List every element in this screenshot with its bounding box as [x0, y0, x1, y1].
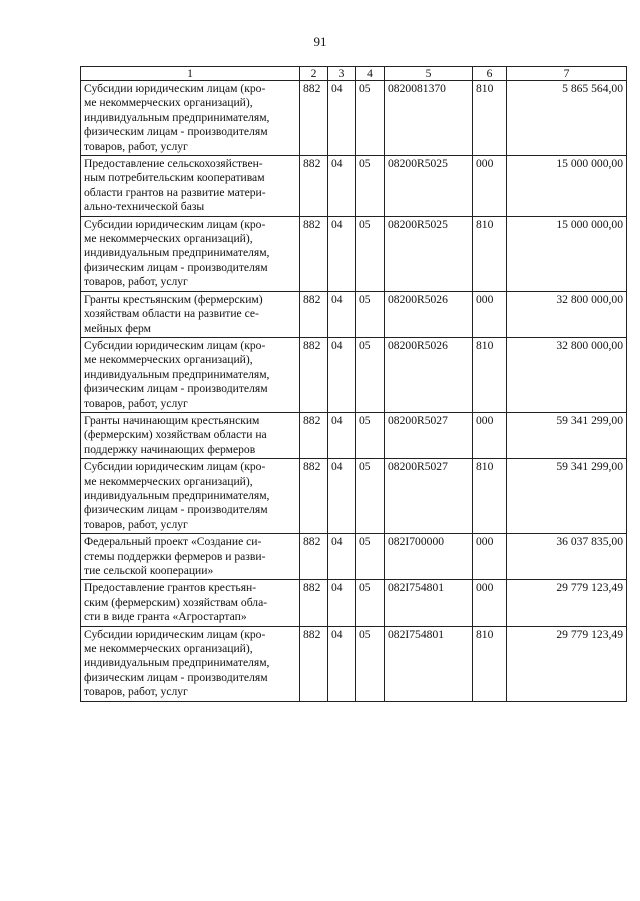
- row-amount-cell: 32 800 000,00: [507, 337, 627, 412]
- column-header-5: 5: [385, 67, 473, 81]
- row-code-4-cell: 05: [356, 412, 385, 458]
- column-header-4: 4: [356, 67, 385, 81]
- row-code-5-cell: 08200R5026: [385, 337, 473, 412]
- row-amount-cell: 59 341 299,00: [507, 412, 627, 458]
- column-header-6: 6: [473, 67, 507, 81]
- row-code-4-cell: 05: [356, 291, 385, 337]
- row-code-2-cell: 882: [300, 580, 328, 626]
- row-code-5-cell: 082I754801: [385, 580, 473, 626]
- row-code-5-cell: 082I700000: [385, 534, 473, 580]
- row-amount-cell: 15 000 000,00: [507, 216, 627, 291]
- row-code-5-cell: 08200R5025: [385, 216, 473, 291]
- row-name-cell: [81, 291, 300, 337]
- table-body: [81, 81, 627, 702]
- row-name-line: (фермерским) хозяйствам области на: [84, 428, 267, 442]
- row-name-line: физическим лицам - производителям: [84, 382, 268, 396]
- row-name-line: Субсидии юридическим лицам (кро-: [84, 338, 266, 352]
- row-code-6-cell: 810: [473, 81, 507, 156]
- row-code-3-cell: 04: [328, 459, 356, 534]
- row-code-2-cell: 882: [300, 337, 328, 412]
- row-code-5-cell: 08200R5025: [385, 156, 473, 217]
- table-row: [81, 412, 627, 458]
- page-number: 91: [313, 34, 327, 49]
- row-code-5-cell: 0820081370: [385, 81, 473, 156]
- budget-table: [80, 66, 627, 702]
- row-name-line: Субсидии юридическим лицам (кро-: [84, 627, 266, 641]
- row-name-line: поддержку начинающих фермеров: [84, 442, 256, 456]
- table-row: [81, 626, 627, 701]
- row-name-line: индивидуальным предпринимателям,: [84, 110, 270, 124]
- row-code-4-cell: 05: [356, 626, 385, 701]
- row-amount-cell: 36 037 835,00: [507, 534, 627, 580]
- column-header-1: 1: [81, 67, 300, 81]
- row-amount-cell: 29 779 123,49: [507, 580, 627, 626]
- table-row: [81, 81, 627, 156]
- column-header-3: 3: [328, 67, 356, 81]
- row-code-2-cell: 882: [300, 291, 328, 337]
- row-name-line: Гранты начинающим крестьянским: [84, 413, 260, 427]
- row-name-line: индивидуальным предпринимателям,: [84, 656, 270, 670]
- row-code-3-cell: 04: [328, 156, 356, 217]
- row-code-5-cell: 08200R5026: [385, 291, 473, 337]
- row-code-2-cell: 882: [300, 626, 328, 701]
- row-code-5-cell: 082I754801: [385, 626, 473, 701]
- row-code-3-cell: 04: [328, 291, 356, 337]
- row-code-3-cell: 04: [328, 534, 356, 580]
- row-code-6-cell: 000: [473, 534, 507, 580]
- row-name-line: индивидуальным предпринимателям,: [84, 367, 270, 381]
- row-name-line: ным потребительским кооперативам: [84, 171, 265, 185]
- row-name-cell: [81, 459, 300, 534]
- row-name-line: товаров, работ, услуг: [84, 517, 188, 531]
- table-row: [81, 580, 627, 626]
- row-name-cell: [81, 81, 300, 156]
- row-name-line: физическим лицам - производителям: [84, 670, 268, 684]
- row-code-4-cell: 05: [356, 156, 385, 217]
- row-name-line: ским (фермерским) хозяйствам обла-: [84, 595, 268, 609]
- column-header-2: 2: [300, 67, 328, 81]
- row-code-6-cell: 810: [473, 337, 507, 412]
- row-name-line: тие сельской кооперации»: [84, 564, 214, 577]
- row-name-cell: [81, 534, 300, 580]
- table-row: [81, 291, 627, 337]
- row-amount-cell: 59 341 299,00: [507, 459, 627, 534]
- row-code-6-cell: 810: [473, 626, 507, 701]
- row-name-line: ме некоммерческих организаций),: [84, 474, 253, 488]
- row-name-line: товаров, работ, услуг: [84, 275, 188, 289]
- row-name-line: индивидуальным предпринимателям,: [84, 246, 270, 260]
- row-name-cell: [81, 156, 300, 217]
- row-code-6-cell: 000: [473, 291, 507, 337]
- row-code-2-cell: 882: [300, 156, 328, 217]
- column-header-7: 7: [507, 67, 627, 81]
- row-name-line: ме некоммерческих организаций),: [84, 96, 253, 110]
- row-code-5-cell: 08200R5027: [385, 412, 473, 458]
- row-name-line: ально-технической базы: [84, 200, 205, 214]
- row-code-2-cell: 882: [300, 412, 328, 458]
- row-code-3-cell: 04: [328, 216, 356, 291]
- row-name-line: Предоставление грантов крестьян-: [84, 581, 257, 595]
- row-code-5-cell: 08200R5027: [385, 459, 473, 534]
- table-row: [81, 156, 627, 217]
- row-amount-cell: 15 000 000,00: [507, 156, 627, 217]
- row-name-line: индивидуальным предпринимателям,: [84, 488, 270, 502]
- row-name-line: Гранты крестьянским (фермерским): [84, 292, 263, 306]
- row-code-2-cell: 882: [300, 81, 328, 156]
- row-code-2-cell: 882: [300, 216, 328, 291]
- row-name-line: физическим лицам - производителям: [84, 260, 268, 274]
- table-row: [81, 459, 627, 534]
- row-name-line: мейных ферм: [84, 321, 151, 335]
- row-name-cell: [81, 412, 300, 458]
- row-code-4-cell: 05: [356, 459, 385, 534]
- row-name-cell: [81, 216, 300, 291]
- row-code-3-cell: 04: [328, 81, 356, 156]
- row-name-line: Субсидии юридическим лицам (кро-: [84, 82, 266, 95]
- table-row: [81, 337, 627, 412]
- row-name-line: Субсидии юридическим лицам (кро-: [84, 217, 266, 231]
- table-row: [81, 534, 627, 580]
- row-amount-cell: 32 800 000,00: [507, 291, 627, 337]
- row-code-3-cell: 04: [328, 337, 356, 412]
- table-row: [81, 216, 627, 291]
- row-name-line: физическим лицам - производителям: [84, 503, 268, 517]
- row-name-line: стемы поддержки фермеров и разви-: [84, 549, 266, 563]
- row-name-line: сти в виде гранта «Агростартап»: [84, 610, 247, 624]
- row-name-line: физическим лицам - производителям: [84, 125, 268, 139]
- row-name-cell: [81, 626, 300, 701]
- row-code-2-cell: 882: [300, 534, 328, 580]
- row-name-line: Предоставление сельскохозяйствен-: [84, 157, 263, 171]
- row-amount-cell: 29 779 123,49: [507, 626, 627, 701]
- row-name-line: области грантов на развитие матери-: [84, 185, 266, 199]
- row-name-cell: [81, 337, 300, 412]
- table-header-row: [81, 67, 627, 81]
- row-code-6-cell: 000: [473, 156, 507, 217]
- row-name-line: хозяйствам области на развитие се-: [84, 307, 259, 321]
- row-code-3-cell: 04: [328, 580, 356, 626]
- row-code-6-cell: 000: [473, 580, 507, 626]
- row-name-line: ме некоммерческих организаций),: [84, 353, 253, 367]
- row-code-4-cell: 05: [356, 337, 385, 412]
- row-code-6-cell: 810: [473, 216, 507, 291]
- row-name-cell: [81, 580, 300, 626]
- row-code-4-cell: 05: [356, 534, 385, 580]
- row-name-line: ме некоммерческих организаций),: [84, 232, 253, 246]
- row-code-3-cell: 04: [328, 412, 356, 458]
- row-code-6-cell: 810: [473, 459, 507, 534]
- row-name-line: товаров, работ, услуг: [84, 685, 188, 699]
- row-name-line: товаров, работ, услуг: [84, 396, 188, 410]
- row-code-4-cell: 05: [356, 81, 385, 156]
- row-name-line: Федеральный проект «Создание си-: [84, 535, 262, 549]
- row-name-line: товаров, работ, услуг: [84, 139, 188, 153]
- row-amount-cell: 5 865 564,00: [507, 81, 627, 156]
- row-code-6-cell: 000: [473, 412, 507, 458]
- row-code-4-cell: 05: [356, 580, 385, 626]
- row-code-3-cell: 04: [328, 626, 356, 701]
- row-code-4-cell: 05: [356, 216, 385, 291]
- row-code-2-cell: 882: [300, 459, 328, 534]
- row-name-line: ме некоммерческих организаций),: [84, 642, 253, 656]
- row-name-line: Субсидии юридическим лицам (кро-: [84, 460, 266, 474]
